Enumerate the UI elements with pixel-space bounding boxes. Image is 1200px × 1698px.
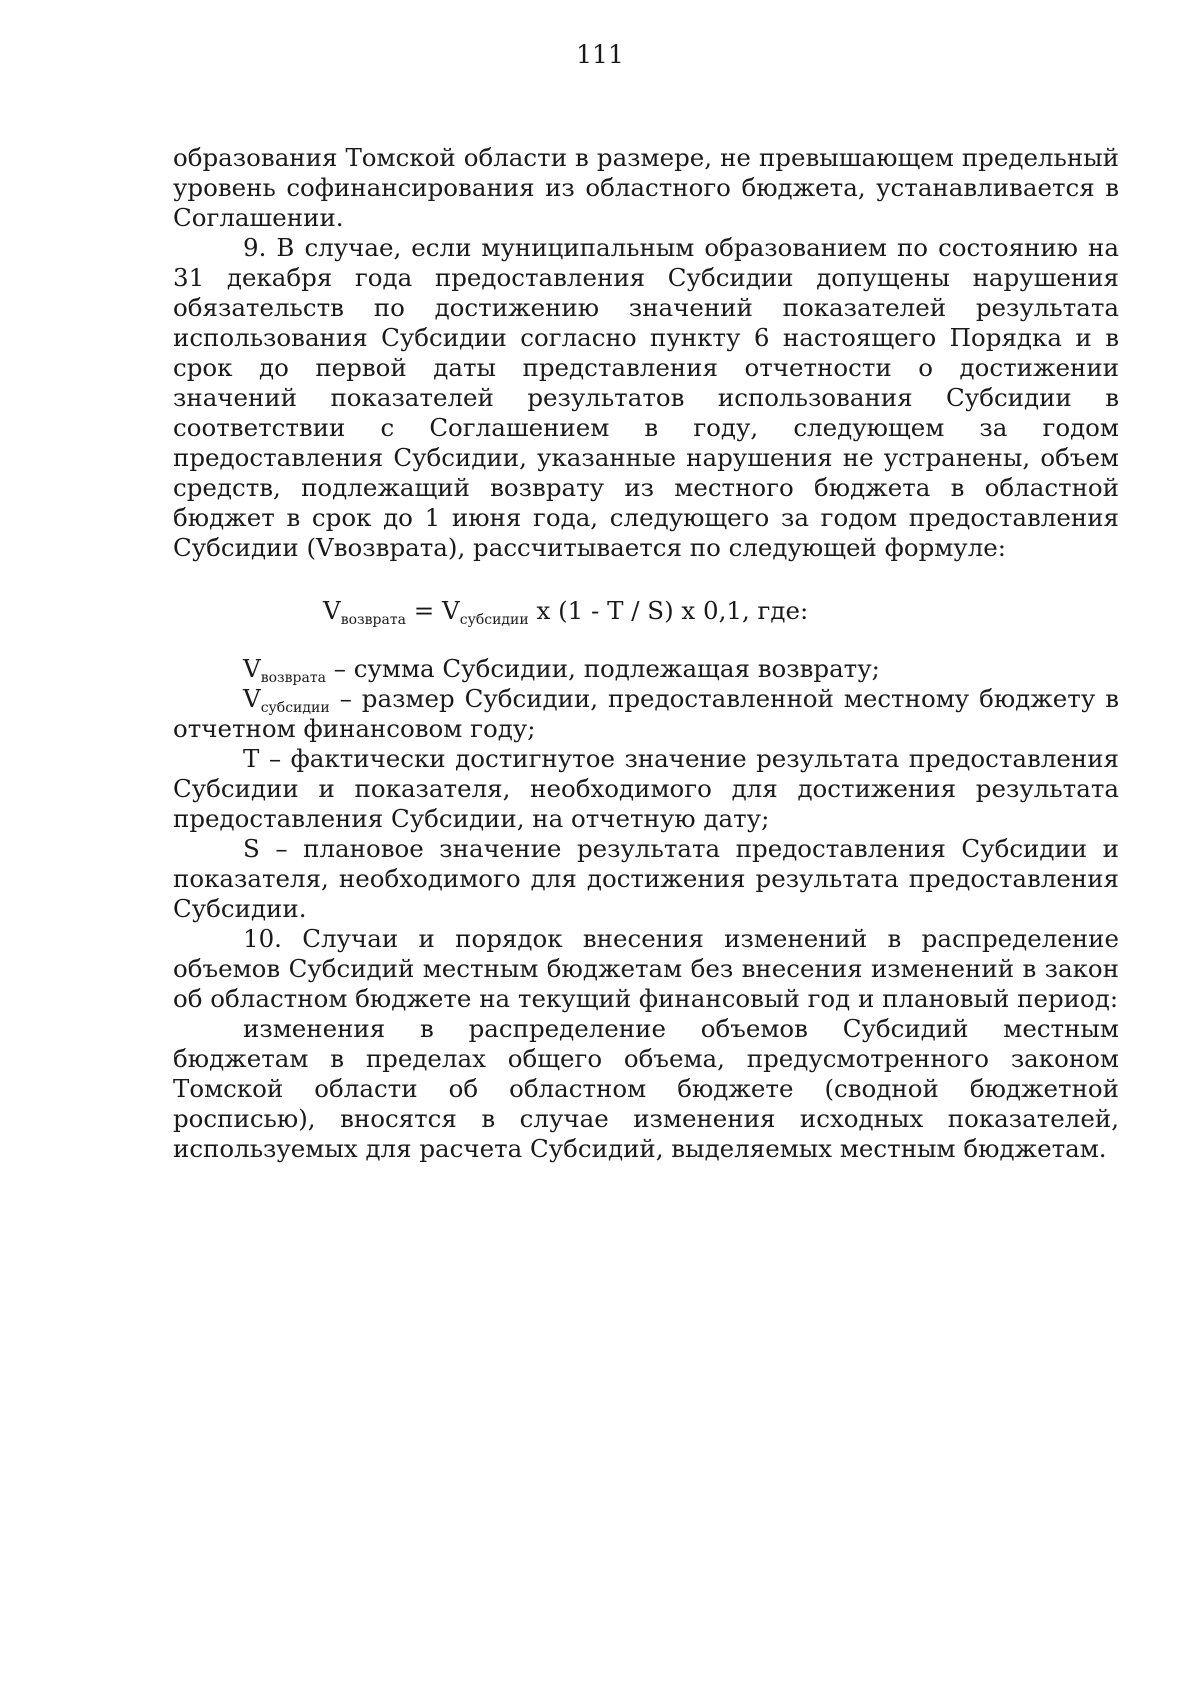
formula-sub-subsidy: субсидии [459, 612, 529, 628]
definition-s: S – плановое значение результата предоставления Субсидии и показателя, необходимого для достижения результата предоставления Субсидии. [173, 834, 1119, 923]
page-number: 111 [576, 40, 624, 69]
definition-subscript: субсидии [260, 700, 330, 716]
document-body [173, 143, 1119, 1164]
definition-text: – сумма Субсидии, подлежащая возврату; [325, 654, 880, 683]
definition-symbol: V [243, 684, 261, 713]
definition-v-return [173, 654, 1119, 684]
definition-v-subsidy [173, 684, 1119, 744]
paragraph-item-10: 10. Случаи и порядок внесения изменений в распределение объемов Субсидий местным бюджетам без внесения изменений в закон об областном бюджете на текущий финансовый год и плановый период: [173, 924, 1119, 1013]
paragraph-changes: изменения в распределение объемов Субсидий местным бюджетам в пределах общего объема, предусмотренного законом Томской области об областном бюджете (сводной бюджетной росписью), вносятся в случае изменения исходных показателей, используемых для расчета Субсидий, выделяемых местным бюджетам. [173, 1014, 1119, 1163]
definition-symbol: V [243, 654, 261, 683]
definition-t: T – фактически достигнутое значение результата предоставления Субсидии и показателя, необходимого для достижения результата предоставления Субсидии, на отчетную дату; [173, 744, 1119, 833]
formula-rest: x (1 - T / S) x 0,1, где: [528, 596, 809, 625]
formula-v-subsidy: V [442, 596, 460, 625]
definition-text: – размер Субсидии, предоставленной местному бюджету в отчетном финансовом году; [173, 684, 1119, 743]
formula-sub-return: возврата [340, 612, 406, 628]
formula-equals: = [405, 596, 443, 625]
paragraph-item-9: 9. В случае, если муниципальным образованием по состоянию на 31 декабря года предоставления Субсидии допущены нарушения обязательств по достижению значений показателей результата использования Субсидии согласно пункту 6 настоящего Порядка и в срок до первой даты представления отчетности о достижении значений показателей результатов использования Субсидии в соответствии с Соглашением в году, следующем за годом предоставления Субсидии, указанные нарушения не устранены, объем средств, подлежащий возврату из местного бюджета в областной бюджет в срок до 1 июня года, следующего за годом предоставления Субсидии (Vвозврата), рассчитывается по следующей формуле: [173, 233, 1119, 562]
formula [173, 596, 1119, 626]
paragraph-continuation: образования Томской области в размере, не превышающем предельный уровень софинансирования из областного бюджета, устанавливается в Соглашении. [173, 143, 1119, 232]
formula-v-return: V [323, 596, 341, 625]
definition-subscript: возврата [260, 670, 326, 686]
